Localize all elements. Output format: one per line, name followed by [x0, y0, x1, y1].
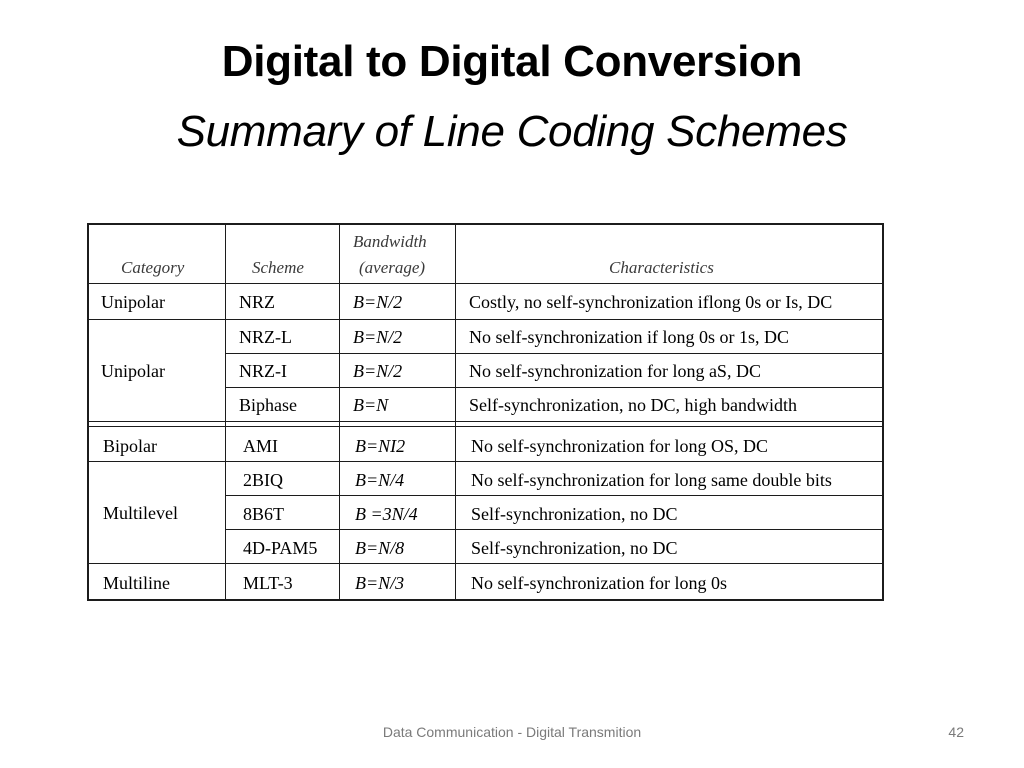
- scheme-cell: 8B6T: [243, 504, 285, 524]
- bandwidth-cell: B=NI2: [355, 436, 406, 456]
- column-divider-2: [339, 223, 340, 601]
- bandwidth-cell: B=N/8: [355, 538, 405, 558]
- category-cell: Multilevel: [103, 503, 178, 523]
- characteristics-cell: Self-synchronization, no DC: [471, 538, 678, 558]
- category-cell: Multiline: [103, 573, 170, 593]
- scheme-cell: NRZ-L: [239, 327, 292, 347]
- category-cell: Bipolar: [103, 436, 157, 456]
- row-divider: [225, 353, 884, 354]
- page-number: 42: [948, 724, 964, 740]
- header-category: Category: [121, 258, 185, 277]
- header-characteristics: Characteristics: [609, 258, 714, 277]
- header-bandwidth-line1: Bandwidth: [353, 232, 427, 251]
- row-divider: [225, 529, 884, 530]
- category-cell: Unipolar: [101, 361, 165, 381]
- slide-subtitle: Summary of Line Coding Schemes: [176, 107, 848, 156]
- scheme-cell: 2BIQ: [243, 470, 283, 490]
- bandwidth-cell: B=N/2: [353, 292, 403, 312]
- scheme-cell: Biphase: [239, 395, 297, 415]
- bandwidth-cell: B =3N/4: [355, 504, 418, 524]
- characteristics-cell: Costly, no self-synchronization iflong 0s or Is, DC: [469, 292, 833, 312]
- characteristics-cell: No self-synchronization if long 0s or 1s, DC: [469, 327, 789, 347]
- scheme-cell: MLT-3: [243, 573, 293, 593]
- column-divider-3: [455, 223, 456, 601]
- header-bandwidth-line2: (average): [359, 258, 426, 277]
- header-divider: [87, 283, 884, 284]
- bandwidth-cell: B=N/3: [355, 573, 405, 593]
- section-divider-bottom: [87, 426, 884, 427]
- row-divider: [225, 495, 884, 496]
- scheme-cell: NRZ-I: [239, 361, 287, 381]
- characteristics-cell: Self-synchronization, no DC: [471, 504, 678, 524]
- scheme-cell: 4D-PAM5: [243, 538, 318, 558]
- characteristics-cell: Self-synchronization, no DC, high bandwidth: [469, 395, 797, 415]
- scheme-cell: NRZ: [239, 292, 275, 312]
- section-divider-top: [87, 421, 884, 422]
- header-scheme: Scheme: [252, 258, 304, 277]
- scheme-cell: AMI: [243, 436, 278, 456]
- bandwidth-cell: B=N/4: [355, 470, 405, 490]
- category-cell: Unipolar: [101, 292, 165, 312]
- slide-title: Digital to Digital Conversion: [221, 37, 803, 86]
- characteristics-cell: No self-synchronization for long 0s: [471, 573, 727, 593]
- row-divider: [87, 461, 884, 462]
- table-border-left: [87, 223, 89, 601]
- row-divider: [87, 563, 884, 564]
- characteristics-cell: No self-synchronization for long OS, DC: [471, 436, 768, 456]
- table-border-bottom: [87, 599, 884, 601]
- bandwidth-cell: B=N/2: [353, 361, 403, 381]
- slide-footer: Data Communication - Digital Transmition: [382, 724, 642, 740]
- column-divider-1: [225, 223, 226, 601]
- characteristics-cell: No self-synchronization for long aS, DC: [469, 361, 761, 381]
- line-coding-table: [87, 223, 884, 601]
- characteristics-cell: No self-synchronization for long same double bits: [471, 470, 832, 490]
- row-divider: [87, 319, 884, 320]
- row-divider: [225, 387, 884, 388]
- table-border-top: [87, 223, 884, 225]
- table-border-right: [882, 223, 884, 601]
- bandwidth-cell: B=N/2: [353, 327, 403, 347]
- bandwidth-cell: B=N: [353, 395, 389, 415]
